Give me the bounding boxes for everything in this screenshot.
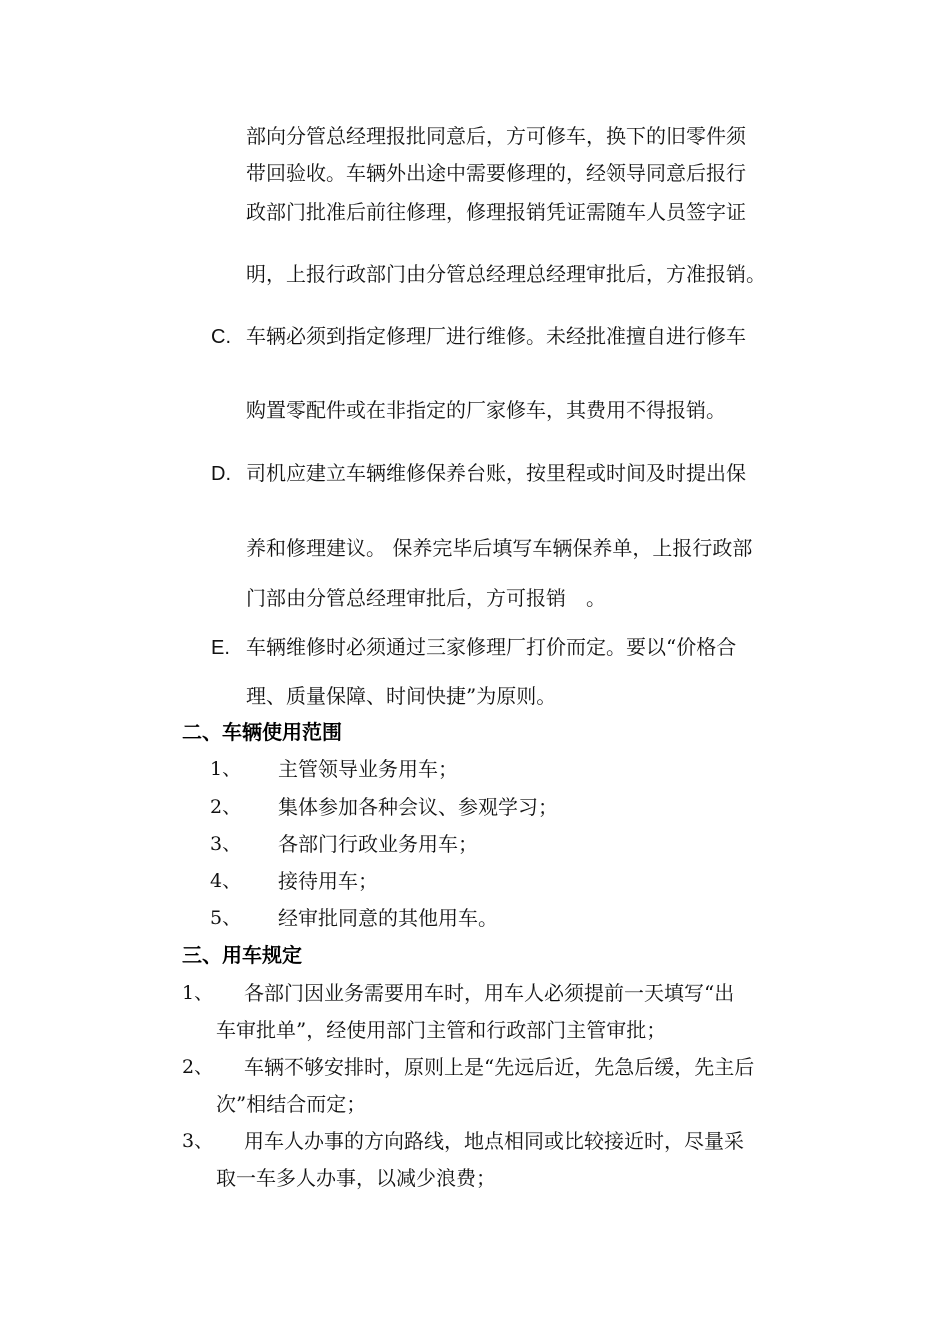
list-item: 集体参加各种会议、参观学习；: [278, 795, 558, 819]
paragraph-line: 车辆维修时必须通过三家修理厂打价而定。要以“价格合: [246, 635, 737, 659]
list-number: 4、: [210, 870, 242, 892]
paragraph-line: 各部门因业务需要用车时，用车人必须提前一天填写“出: [244, 981, 735, 1005]
list-item: 各部门行政业务用车；: [278, 832, 478, 856]
paragraph-line: 车辆必须到指定修理厂进行维修。未经批准擅自进行修车: [246, 324, 746, 348]
paragraph-line: 次”相结合而定；: [216, 1092, 367, 1116]
paragraph-line: 取一车多人办事，以减少浪费；: [216, 1166, 496, 1190]
list-item: 经审批同意的其他用车。: [278, 906, 498, 930]
paragraph-line: 车审批单”，经使用部门主管和行政部门主管审批；: [216, 1018, 667, 1042]
paragraph-line: 理、质量保障、时间快捷”为原则。: [246, 684, 557, 708]
list-marker-e: E.: [211, 637, 230, 659]
list-item: 接待用车；: [278, 869, 378, 893]
list-number: 1、: [182, 982, 214, 1004]
list-number: 5、: [210, 907, 242, 929]
paragraph-line: 用车人办事的方向路线，地点相同或比较接近时，尽量采: [244, 1129, 744, 1153]
list-number: 3、: [210, 833, 242, 855]
paragraph-line: 政部门批准后前往修理，修理报销凭证需随车人员签字证: [246, 200, 746, 224]
paragraph-line: 司机应建立车辆维修保养台账，按里程或时间及时提出保: [246, 461, 746, 485]
paragraph-line: 明，上报行政部门由分管总经理总经理审批后，方准报销。: [246, 262, 766, 286]
paragraph-line: 购置零配件或在非指定的厂家修车，其费用不得报销。: [246, 398, 726, 422]
list-number: 2、: [210, 796, 242, 818]
list-marker-c: C.: [211, 326, 231, 348]
paragraph-line: 带回验收。车辆外出途中需要修理的，经领导同意后报行: [246, 161, 746, 185]
paragraph-line: 养和修理建议。 保养完毕后填写车辆保养单，上报行政部: [246, 536, 753, 560]
section-heading-vehicle-usage-scope: 二、车辆使用范围: [182, 720, 342, 744]
list-number: 1、: [210, 758, 242, 780]
list-marker-d: D.: [211, 463, 231, 485]
paragraph-line: 门部由分管总经理审批后，方可报销 。: [246, 586, 606, 610]
list-item: 主管领导业务用车；: [278, 757, 458, 781]
list-number: 2、: [182, 1056, 214, 1078]
paragraph-line: 部向分管总经理报批同意后，方可修车，换下的旧零件须: [246, 124, 746, 148]
section-heading-vehicle-usage-rules: 三、用车规定: [182, 943, 302, 967]
list-number: 3、: [182, 1130, 214, 1152]
paragraph-line: 车辆不够安排时，原则上是“先远后近，先急后缓，先主后: [244, 1055, 755, 1079]
